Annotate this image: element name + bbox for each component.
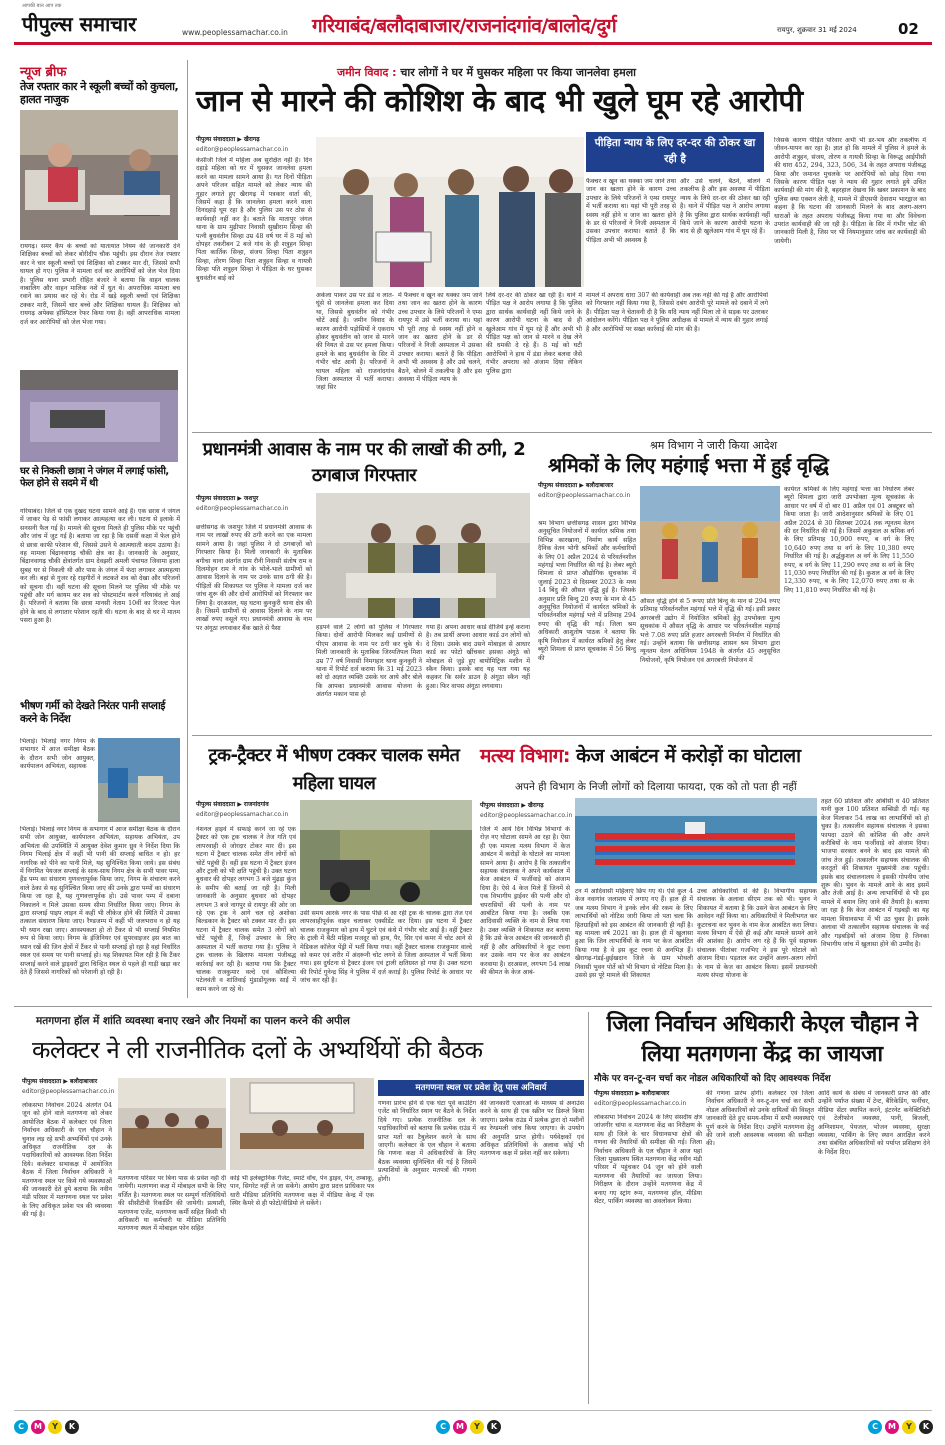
magenta-mark: M: [885, 1420, 899, 1434]
fish-col1: जिले में आये दिन विभिन्न विभागों के रोज़ नए घोटाला सामने आ रहा है। ऐसा ही एक मामला मत्स्य विभाग में केज आबंटन में करोड़ों के घोटाले का मामला सामने आया है। आरोप है कि तत्कालीन सहायक संचालक ने अपने कार्यकाल में केज आबंटन में फर्जीवाड़े को अंजाम दिया है। ऐसे 4 केज मिले हैं जिनमें से एक विभागीय ड्राईवर की पत्नी और दो चपरासियों की पत्नी के नाम पर आबंटित किया गया है। जबकि एक आदिवासी व्यक्ति के नाम से लिया गया है। उक्त व्यक्ति ने शिकायत कर बताया है कि उसे केज आबंटन की जानकारी ही नहीं है और अधिकारियों ने कूट रचना कर उसके नाम पर केज का आबंटन करवाया है। दरअसल, लगभग 54 लाख की कीमत के केज आबं-: [480, 826, 570, 976]
yellow-mark: Y: [470, 1420, 484, 1434]
wage-photo: [640, 486, 780, 594]
lead-kicker-label: जमीन विवाद :: [337, 66, 397, 79]
dist-col1: लोकसभा निर्वाचन 2024 के लिए संसदीय क्षेत्र जांजगीर चांपा व मतगणना केंद्र का निरीक्षण के साथ ही जिले के चार विधानसभा क्षेत्रों की गणना की तैयारियों की समीक्षा की गई। जिला निर्वाचन अधिकारी के एल चौहान ने आज यहां जिला मुख्यालय स्थित मतगणना केंद्र नवीन मंडी परिसर में पहुंचकर 04 जून को होने वाली मतगणना की तैयारियों का जायजा लिया। निरीक्षण के दौरान उन्होंने मतगणना केंद्र में बनाए गए स्ट्रांग रूम, मतगणना हॉल, मीडिया सेंटर, पार्किंग व्यवस्था का अवलोकन किया।: [594, 1114, 702, 1206]
brief-3-body-top: भिलाई। भिलाई नगर निगम के सभागार में आज समीक्षा बैठक के दौरान सभी जोन आयुक्त, कार्यपालन अभियंता, सहायक: [20, 738, 95, 771]
meet-col5: की जानकारी एआरओ के माध्यम से अनाउंस करने के साथ ही एक स्क्रीन पर डिस्प्ले किया जाएगा। प्रत्येक राउंड में प्रत्येक द्वारा दो मशीनों का रेण्डमली जांच किया जाएगा। के उपयोग की अनुमति प्राप्त होगी। पर्यवेक्षकों एवं अधिकृत प्रतिनिधियों के अलावा कोई भी मतगणना कक्ष में प्रवेश नहीं कर सकेगा।: [480, 1100, 584, 1158]
pmay-byline: पीपुल्स संवाददाता ▶ जशपुर: [196, 495, 259, 502]
meet-pass-box: [378, 1080, 584, 1096]
yellow-mark: Y: [902, 1420, 916, 1434]
news-brief-tag: न्यूज ब्रीफ: [20, 65, 67, 80]
truck-col2: उसी समय आरके नगर के पास पीछे से आ रही ट्रक के चालक द्वारा तेज एवं लापरवाहीपूर्वक वाहन चलाकर एक्सीडेंट कर दिया। इस घटना में ट्रैक्टर चालक राजकुमार को हाथ में घुटने एवं कंधे में गंभीर चोट आई है। वहीं ट्रैक्टर के ट्राली में बैठी महिला मजदूर को हाथ, पैर, सिर एवं कमर में चोट आने से मेडिकल कॉलेज पेंड्री में भर्ती किया गया। वहीं ट्रैक्टर चालक राजकुमार वाल्दे को कमर एवं शरीर में अंदरूनी चोट लगने से जिला अस्पताल में भर्ती किया गया। इस दुर्घटना से ट्रैक्टर इंजन एवं ट्राली क्षतिग्रस्त हो गया है। उक्त घटना की रिपोर्ट गुनेन्द्र सिंह ने पुलिस में दर्ज कराई है। पुलिस रिपोर्ट के आधार पर जांच कर रही है।: [300, 910, 472, 985]
black-mark: K: [65, 1420, 79, 1434]
magenta-mark: M: [31, 1420, 45, 1434]
region-title: गरियाबंद/बलौदाबाजार/राजनांदगांव/बालोद/दुर्ग: [312, 15, 617, 37]
lead-kicker-text: चार लोगों ने घर में घुसकर महिला पर किया जानलेवा हमला: [400, 66, 637, 79]
pmay-col3: गया है। अपना आधार कार्ड दीजिये इन्हें कराना है। तब प्रार्थी अपना आधार कार्ड उन लोगों को दे दिया। उसके बाद उसने मोबाइल से आधार कार्ड का फोटो खींचकर इसका अंगूठे को मोबाइल से जुड़े हुए बायोमिट्रिक मशीन में स्कैन किया। इसके बाद यह पता गया यह कहकर कि सर्वर डाउन है अंगूठा स्कैन नहीं हुआ। फिर वापस अंगूठा लगवाया।: [426, 624, 530, 690]
website: www.peoplessamachar.co.in: [182, 28, 288, 37]
pmay-col2: हड़पने वाले 2 लोगों को पुलिस ने गिरफ्तार किया। दोनों आरोपी मिलकर कई ग्रामीणों से पीएम आवास के नाम पर ठगी कर चुके थे। मिली जानकारी के मुताबिक जिरमतिपल मिशा उम्र 77 वर्ष निवासी निमगहार थाना कुनकुरी ने थाना में रिपोर्ट दर्ज कराया कि 31 मई 2023 को दो अज्ञात व्यक्ति उसके घर आये और बोले कि आपका प्रधानमंत्री आवास योजना के अंतर्गत मकान पास हो: [316, 624, 422, 699]
lead-col5b: मामले में अपराध धारा 307 की कार्यवाही अब तक नहीं की गई है और आरोपियों को गिरफ्तार नहीं किया गया है, जिससे दबंग आरोपी पूरे मामले को दबाने में लगे हैं। पीड़िता पक्ष ने चेतावनी दी है कि यदि न्याय नहीं मिला तो वे सड़क पर उतरकर आंदोलन करेंगे। पीड़िता पक्ष ने पुलिस अधीक्षक से मामले में न्याय की गुहार लगाई है और आरोपियों पर सख्त कार्रवाई की मांग की है।: [586, 292, 768, 333]
meet-photo-1: [118, 1078, 226, 1170]
brief-3-photo: [98, 738, 180, 822]
lead-byline: पीपुल्स संवाददाता ▶ खैरागढ़: [196, 136, 260, 143]
lead-col5: और उसे चलने, बैठने, बोलने में तकलीफ है और इस अवस्था में पीड़िता न्याय के लिये दर-दर की ठोकर खा रही है। थाने में पीड़ित पक्ष ने आरोप लगाया है कि पुलिस द्वारा सार्थक कार्यवाही नहीं किये जाने के कारण आरोपी घटना के बाद से ही खुलेआम गांव में घूम रहे हैं।: [680, 178, 770, 236]
meet-col4: गणना प्रारंभ होने से एक घंटा पूर्व काउंटिंग एजेंट को निर्धारित स्थान पर बैठने के निर्देश दिये गए। प्रत्येक राजनीतिक दल के पदाधिकारियों को बताया कि प्रत्येक राउंड में प्राप्त मतों का टैबुलेशन करने के साथ जाएगी। कलेक्टर के एल चौहान ने बताया कि गणना कक्ष में अधिकारियों के लिए बैठक व्यवस्था सुनिश्चित की गई है जिसमें प्रत्याशियों के अनुसार मतपत्रों की गणना होगी।: [378, 1100, 476, 1183]
fish-col3: उच्च अधिकारियों से की है। विभागीय सहायक संचालक के अलावा सीएम तक को भी। भुवन ने शिकायत में बताया है कि उसने केज आबंटन के लिए आवेदन नहीं किया था। अधिकारियों ने मिलीभगत कर कूटरचना कर भुवन के नाम केज आबंटित करा लिया। मत्स्य विभाग में ऐसे ही कई और मामले सामने आने की आशंका है। आरोप लग रहे हैं कि पूर्व सहायक संचालक पीतांबर गजभिए ने इस पूरे घोटाले को अंजाम दिया। पड़ताल कर उन्होंने अलग-अलग लोगों के नाम से केज का आबंटन किया। इसमें प्रधानमंत्री मत्स्य संपदा योजना के: [697, 888, 817, 980]
brief-1-headline: तेज रफ्तार कार ने स्कूली बच्चों को कुचला, हालत नाजुक: [20, 80, 179, 106]
wage-col3: कार्यरत श्रमिकों के लिए महंगाई भत्ता का निर्धारण लेबर ब्यूरो शिमला द्वारा जारी उपभोक्ता मूल्य सूचकांक के आधार पर वर्ष में दो बार 01 अप्रैल एवं 01 अक्टूबर को किया जाता है। जारी आदेशानुसार श्रमिकों के लिए 01 अप्रैल 2024 से 30 सितम्बर 2024 तक न्यूनतम वेतन की दर निर्धारित की गई है। जिसमें अकुशल अ श्रमिक वर्ग के लिए प्रतिमाह 10,900 रुपए, ब वर्ग के लिए 10,640 रुपए तथा स वर्ग के लिए 10,380 रुपए निर्धारित की गई है। अर्द्धकुशल अ वर्ग के लिए 11,550 रुपए, ब वर्ग के लिए 11,290 रुपए तथा स वर्ग के लिए 11,030 रुपए निर्धारित की गई है। कुशल अ वर्ग के लिए 12,330 रुपए, ब के लिए 12,070 रुपए तथा स के लिए 11,810 रुपए निर्धारित की गई है।: [784, 486, 914, 594]
brief-3-body: भिलाई। भिलाई नगर निगम के सभागार में आज समीक्षा बैठक के दौरान सभी जोन आयुक्त, कार्यपालन अभियंता, सहायक अभियंता, उप अभियंता की उपस्थिति में आयुक्त देवेश कुमार ध्रुव ने निर्देश दिया कि निगम भिलाई क्षेत्र में कहीं भी पानी की सप्लाई बाधित न हो। हर नागरिक को पीने का पानी मिले, यह सुनिश्चित किया जाये। इस संबंध में निगमित पेयजल सप्लाई के साथ-साथ निगम क्षेत्र के सभी पावर पम्प, हैंड पम्प का संधारण गुणवत्तापूर्वक किया जाए, निगम के संचारण करने वाले ठेका से यह सुनिश्चित किया जाए की उनके द्वारा पम्पों का संधारण किया जा रहा है, यह गुणवत्तापूर्वक हो। उसे पावर पम्प में दबाना निकालने न मिले उसका समय सीमा निर्धारित किया जाए। निगम के द्वारा सप्लाई पाइप लाइन में कहीं भी लीकेज होने की स्थिति में उसका तत्काल संधारण किया जाए। रैण्डजम्प में कहीं भी जलभराव न हो यह भी ध्यान रखा जाए। आवश्यकता हो तो टैंकर से भी सप्लाई नियमित रूप से किया जाए। निगम के इंजिनियर एवं सुपरवाइजर इस बात का ध्यान रखें की जिन क्षेत्रों में टैंकर से पानी सप्लाई हो रहा है वहां निर्धारित स्थल एवं समय पर पानी सप्लाई हो। यह शिकायत मिल रही है कि टैंकर सप्लाई करने वाले ड्राइवरों द्वारा चिन्हित स्थल से पहले ही गाड़ी खड़ा कर देते हैं जिससे नागरिकों को परेशानी हो रही है।: [20, 826, 180, 976]
dist-byline: पीपुल्स संवाददाता ▶ बलौदाबाजार: [594, 1090, 670, 1097]
meet-col2: मतगणना परिसर पर बिना पास के प्रवेश नहीं दी जायेगी। मतगणना कक्ष में मोबाइल सभी के लिए वर्जित है। मतगणना स्थल पर सम्पूर्ण गतिविधियों की सीसीटीवी रिकार्डिंग की जायेगी। प्रत्याशी, मतगणना एजेंट, मतगणना कर्मी सहित किसी भी अधिकारी या कर्मचारी या मीडिया प्रतिनिधि मतगणना स्थल में मोबाइल फोन सहित: [118, 1175, 226, 1233]
lead-col1: केसीजी जिले में महिला अब सुरक्षित नहीं है। दिन दहाड़े महिला को घर में घुसकर जानलेवा हमला करने का मामला सामने आया है। गत दिनों पीड़िता अपने परिजन सहित मामले को लेकर न्याय की गुहार लगाते हुए खैरागढ़ में पत्रकार वार्ता की, जिसमें कहा है कि जानलेवा हमला करने वाला दिनदहाड़े घूम रहा है और पुलिस उस पर ठोस से कार्यवाही नहीं कर है। बताते कि मातापुर जंगल थाना के ग्राम मुढ़ीपार निवासी सुखीराम सिन्हा की पत्नी बुधवंतीन सिन्हा उम्र 48 वर्ष घर में 8 मई को दोपहर तकरीबन 2 बजे गांव के ही शत्रुहन सिन्हा पिता कार्तिक सिन्हा, संजय सिन्हा पिता शत्रुहन सिन्हा, तोरण सिन्हा पिता शत्रुहन सिन्हा व गायत्री सिन्हा पति शत्रुहन सिन्हा ने पीड़िता के घर घुसकर बुधवंतीन बाई को: [196, 157, 312, 282]
lead-col3: में फैक्चर व खून का थक्का जम जाने तथा जान का खतरा होने के कारण उच्च उपचार के लिये परिजनों ने एम्स रायपुर में उसे भर्ती कराया था। यहां भी पूरी तरह से स्वस्थ नहीं होने व जान का खतरा होने के डर से परिजनों ने निजी अस्पताल में उसका उपचार कराया। बताते हैं कि पीड़िता अभी भी अस्वस्थ है और उसे चलने, बैठने, बोलने में तकलीफ है और इस अवस्था में पीड़िता न्याय के: [398, 292, 482, 384]
row-divider: [192, 432, 932, 433]
wage-col2: औसत वृद्धि होने से 5 रूपए प्रति बिन्दु के मान से 294 रुपए प्रतिमाह परिवर्तनशील महंगाई भत्ते में वृद्धि की गई। इसी प्रकार अगरबत्ती उद्योग में नियोजित श्रमिकों हेतु उपभोक्ता मूल्य सूचकांक में औसत वृद्धि के आधार पर परिवर्तनशील महंगाई भत्ते 7.08 रुपए प्रति हजार अगरबत्ती निर्माण में निर्धारित की गई। उन्होंने बताया कि छत्तीसगढ़ शासन श्रम विभाग द्वारा न्यूनतम वेतन अधिनियम 1948 के अंतर्गत 45 अनुसूचित नियोजनों, कृषि नियोजन एवं अगरबत्ती नियोजन में: [640, 598, 780, 664]
black-mark: K: [487, 1420, 501, 1434]
cmyk-marks-right: [868, 1420, 933, 1434]
pmay-col1: छत्तीसगढ़ के जशपुर जिले में प्रधानमंत्री आवास के नाम पर लाखों रुपए की ठगी करने का एक मामला सामने आया है। जहां पुलिस ने दो ठगबाज़ों को गिरफ्तार किया है। मिली जानकारी के मुताबिक बगीचा थाना अंतर्गत ग्राम रौनी निवासी संतोष राम व दिलमोहन राम ने गांव के भोले-भाले ग्रामीणों को आवास दिलाने के नाम पर उनके साथ ठगी की है। पीड़ितों की शिकायत पर पुलिस ने मामला दर्ज कर जांच शुरू की और दोनों आरोपियों को गिरफ्तार कर लिया है। दरअसल, यह घटना कुनकुरी थाना क्षेत्र की है। जिसमें ग्रामीणों से आवास दिलाने के नाम पर लाखों रुपए वसूले गए। प्रधानमंत्री आवास के नाम पर अंगूठा लगवाकर बैंक खाते से पैसा: [196, 524, 312, 632]
masthead: [0, 0, 945, 46]
lead-col4b: लिये दर-दर की ठोकर खा रही है। थाने में पीड़ित पक्ष ने आरोप लगाया है कि पुलिस द्वारा सार्थक कार्यवाही नहीं किये जाने के कारण आरोपी घटना के बाद से ही खुलेआम गांव में घूम रहे हैं और अभी भी पीड़ित पक्ष को जान से मारने व देख लेने की धमकी दे रहे हैं। 8 मई को घटी आरोपियों ने हाथ में डंडा लेकर बलवा जैसे गंभीर अपराध को अंजाम दिया लेकिन पुलिस द्वारा: [486, 292, 582, 375]
pmay-headline: प्रधानमंत्री आवास के नाम पर की लाखों की ठगी, 2 ठगबाज गिरफ्तार: [202, 439, 526, 486]
dist-sub: मौके पर वन-टू-वन चर्चा कर नोडल अधिकारियों को दिए आवश्यक निर्देश: [594, 1074, 831, 1084]
yellow-mark: Y: [48, 1420, 62, 1434]
fish-col4: तहत 60 प्रतिशत और ओबीसी व 40 प्रतिशत यानी कुल 100 प्रतिशत सब्सिडी दी गई। यह केज मिलाकर 54 लाख का लाभार्थियों को हो चुका है। तत्कालीन सहायक संचालक ने इसका फायदा उठाने की कोशिश की और अपने करीबियों के नाम फर्जीवाड़े को अंजाम दिया। भाजपा सरकार बनने के बाद इस मामले की जांच तेज हुई। तत्कालीन सहायक संचालक की करतूतों की शिकायत मुख्यमंत्री तक पहुंची। इसके बाद संचालनालय ने इसकी गोपनीय जांच शुरू की। भुवन के मामले आने के बाद इसमें और तेजी आई है। अन्य लाभार्थियों से भी इस मामले में बयान लिए जाने की तैयारी है। बताया जा रहा है कि केज आबंटन में गड़बड़ी का यह मामला विधानसभा में भी उठ चुका है। इसके अलावा भी तत्कालीन सहायक संचालक के कई और गड़बड़ियों को अंजाम दिया है जिनका विभागीय जांच में खुलासा होने की उम्मीद है।: [821, 798, 929, 948]
fish-col2: टन में आदिवासी महिलाएं छिप गए थे। ऐसे कुल 4 केज नवागांव जलाशय में लगाए गए हैं। हाल ही में जब मत्स्य विभाग ने इनके लोन की रकम के लिए लाभार्थियों को नोटिस जारी किया तो पता चला कि हितग्राहियों को इस आबंटन की जानकारी ही नहीं है। यह मामला वर्ष 2021 का है। हाल ही में खुलासा हुआ कि जिन लाभार्थियों के नाम पर केज आबंटित किया गया है वे इस कूट रचना से अनभिज्ञ हैं। खैरागढ़-गंडई-छुईखदान जिले के ग्राम भोथली निवासी भुवन पोर्ते को भी विभाग से नोटिस मिला है। उससे इस पूरे मामले की शिकायत: [575, 888, 693, 980]
page-number: 02: [898, 20, 919, 38]
truck-byline: पीपुल्स संवाददाता ▶ राजनांदगांव: [196, 801, 269, 808]
brief-2-body: गरियाबंद। जिले से एक दुखद घटना सामने आई है। एक छात्रा ने जंगल में जाकर पेड़ से फांसी लगाकर आत्महत्या कर ली। घटना से इलाके में सनसनी फैल गई है। मामले की सूचना मिलते ही पुलिस मौके पर पहुंची और जांच में जुट गई है। बताया जा रहा है कि दसवीं कक्षा में फेल होने से छात्रा काफी परेशान थी, जिससे उसने ये आत्मघाती कदम उठाया है। वह मामला बिंद्रानवागढ़ चौकी क्षेत्र का है। जानकारी के अनुसार, बिंद्रानवागढ़ चौकी क्षेत्रांतर्गत ग्राम देवझरी अमली पंचायत जिवामा हाला सुबह घर से निकली थी और पास के जंगल में फंदा लगाकर आत्महत्या कर ली। बहां से गुजर रहे राहगीरों ने लटकते शव को देखा और परिजनों को सूचना दी। वहीं घटना की सूचना मिलने पर पुलिस भी मौके पर पहुंची और मर्ग कायम कर शव को पोस्टमार्टम करने गरियाबंद ले आई है। परिजनों ने बताया कि छात्रा मानसी नेताम 10वीं का रिजल्ट फेल होने के बाद से लगातार परेशान रहती थी। घटना के बाद से घर में मातम पसरा हुआ है।: [20, 508, 180, 625]
pmay-email: editor@peoplessamachar.co.in: [196, 505, 289, 512]
meet-col1: लोकसभा निर्वाचन 2024 अंतर्गत 04 जून को होने वाले मतगणना को लेकर आयोजित बैठक में कलेक्टर एवं जिला निर्वाचन अधिकारी के एल चौहान ने चुनाव लड़ रहे सभी अभ्यर्थियों एवं उनके अधिकृत राजनीतिक दल के पदाधिकारियों को आवश्यक दिशा निर्देश दिये। कलेक्टर सभाकक्ष में आयोजित बैठक में जिला निर्वाचन अधिकारी ने मतगणना स्थल पर किये गये व्यवस्थाओं की जानकारी देते हुये बताया कि नवीन मंडी परिसर में मतगणना स्थल पर प्रवेश के लिए अधिकृत प्रवेश पत्र की व्यवस्था की गई है।: [22, 1102, 112, 1219]
dist-col2: की गणना प्रारंभ होगी। कलेक्टर एवं जिला निर्वाचन अधिकारी ने वन-टू-वन चर्चा कर सभी नोडल अधिकारियों को उनके दायित्वों की विस्तृत जानकारी देते हुए समय-सीमा में सभी व्यवस्थाएं पूर्ण करने के निर्देश दिए। उन्होंने मतगणना हेतु की जाने वाली आवश्यक व्यवस्था की समीक्षा की।: [706, 1090, 814, 1148]
brief-3-headline: भीषण गर्मी को देखते निरंतर पानी सप्लाई करने के निर्देश: [20, 700, 165, 725]
brief-2-photo: [20, 370, 178, 462]
lead-sub: पीड़िता न्याय के लिए दर-दर की ठोकर खा रही है: [594, 137, 756, 165]
fish-photo: [575, 798, 817, 883]
magenta-mark: M: [453, 1420, 467, 1434]
lead-col6: जिसके कारण पीड़ित परिवार अभी भी डर-भय और तकलीफ में जीवन-यापन कर रहा है। ज्ञात हो कि मामले में पुलिस ने हमले के आरोपी शत्रुहन, संजय, तोरण व गायत्री सिन्हा के विरूद्ध आईपीसी की धारा 452, 294, 323, 506, 34 के तहत अपराध पंजीबद्ध किया और जमानत मुचलके पर आरोपियों को छोड़ दिया गया जिसके कारण पीड़ित पक्ष ने न्याय की गुहार लगाते हुये उचित कार्यवाही की मांग की है, बहरहाल देखना कि खबर प्रकाशन के बाद पुलिस क्या एक्शन लेती है, मामले में डीएसपी देवाराम भारद्वाज का कहना है कि घटना की जानकारी मिलने के बाद अलग-अलग धाराओं के तहत अपराध पंजीबद्ध किया गया था और विवेचना उपरांत कार्यवाही की जा रही है। पीड़िता के सिर में गंभीर चोट की जानकारी मिली है, जिस पर भी नियमानुसार जांच कर कार्यवाही की जायेगी।: [774, 137, 926, 245]
wage-headline: श्रमिकों के लिए महंगाई भत्ता में हुई वृद्धि: [548, 453, 829, 477]
meet-kicker: मतगणना हॉल में शांति व्यवस्था बनाए रखने और नियमों का पालन करने की अपील: [36, 1015, 350, 1027]
wage-col1: श्रम विभाग छत्तीसगढ़ शासन द्वारा विभिन्न अनुसूचित नियोजनों में कार्यरत श्रमिक तथा विभिन्न कारखाना, निर्माण कार्य सहित दैनिक वेतन भोगी श्रमिकों और कर्मचारियों के लिए 01 अप्रैल 2024 से परिवर्तनशील महंगाई भत्ता निर्धारित की गई है। लेबर ब्यूरो शिमला से प्राप्त औद्योगिक सूचकांक में जुलाई 2023 से दिसम्बर 2023 के मध्य 14 बिंदु की औसत वृद्धि हुई है। जिसके अनुसार प्रति बिन्दु 20 रुपए के मान से 45 अनुसूचित नियोजनों में कार्यरत श्रमिकों के परिवर्तनशील महंगाई भत्ते में प्रतिमाह 294 रुपए की वृद्धि की गई। जिला श्रम अधिकारी आशुतोष पाठक ने बताया कि कृषि नियोजन में कार्यरत श्रमिकों हेतु लेबर ब्यूरो शिमला से प्राप्त सूचकांक में 56 बिन्दु की: [538, 520, 636, 662]
lead-photo: [316, 137, 584, 287]
brief-1-body: रायगढ़। समर कैंप के बच्चों को यातायात नियम की जानकारी देने शिक्षिका बच्चों को लेकर बोरीदीप चौक पहुंची। इस दौरान तेज रफ्तार कार ने चार स्कूली बच्चों एवं शिक्षिका को टक्कर मार दी, जिससे सभी घायल हो गए। पुलिस ने मामला दर्ज कर आरोपियों को जेल भेज दिया है। पुलिस थाना प्रभारी रोहित बंजारे ने बताया कि वाहन चालक नाबालिग और वाहन मालिक नशे में धुत थे। अपराधिक मामला बच रवाने का प्रयास कर रहे थे। रोड में खड़े स्कूली बच्चों एवं शिक्षिका टक्कर मारी, जिसमें चार बच्चे और शिक्षिका घायल हैं। शिक्षिका को रायगढ़ अपेक्स हॉस्पिटल रेफर किया गया है। वहीं आपराधिक मामला दर्ज कर आरोपियों को जेल भेजा गया।: [20, 243, 180, 326]
meet-col3: कोई भी इलेक्ट्रानिक गैजेट, स्मार्ट वॉच, पेन ड्राइव, पेन, तम्बाकू, पान, सिगरेट नहीं ले जा सकेंगे। आयोग द्वारा प्रदत्त प्राधिकार पत्र धारी मीडिया प्रतिनिधि मतगणना कक्ष में मीडिया केन्द्र में एक स्थिर कैमरे से ही फोटो/वीडियो ले सकेंगे।: [230, 1175, 374, 1208]
lead-col2: अकेला पाकर उस पर डंडे व लात-घूंसे से जानलेवा हमला कर दिया था, जिससे बुधवंतीन को गंभीर चोटें आई है। जमीन विवाद के कारण आरोपी पड़ोसियों ने एकराय होकर बुधवंतीन को जान से मारने की नियत से उस पर हमला किया। हमले के बाद बुधवंतीन के सिर में गंभीर चोट आयी है। परिजनों ने घायल महिला को राजनांदगांव जिला अस्पताल में भर्ती कराया। जहां सिर: [316, 292, 394, 392]
column-divider-2: [588, 1012, 589, 1404]
footer-rule: [14, 1410, 932, 1411]
truck-headline: ट्रक-ट्रैक्टर में भीषण टक्कर चालक समेत महिला घायल: [208, 745, 460, 794]
header-rule: [14, 42, 932, 45]
dist-headline: जिला निर्वाचन अधिकारी केएल चौहान ने लिया मतगणना केंद्र का जायजा: [606, 1012, 918, 1067]
fish-headline-row: [480, 742, 930, 770]
row-divider-2: [192, 735, 932, 736]
brand-tagline: आपकी बात आप तक: [22, 3, 62, 9]
cmyk-marks-center: [436, 1420, 501, 1434]
cyan-mark: C: [14, 1420, 28, 1434]
fish-sub: अपने ही विभाग के निजी लोगों को दिलाया फायदा, एक को तो पता ही नहीं: [515, 781, 797, 793]
fish-headline: केज आबंटन में करोड़ों का घोटाला: [576, 745, 801, 767]
cmyk-marks-left: [14, 1420, 79, 1434]
wage-byline: पीपुल्स संवाददाता ▶ बलौदाबाजार: [538, 482, 614, 489]
brief-2-headline: घर से निकली छात्रा ने जंगल में लगाई फांसी, फेल होने से सदमे में थी: [20, 466, 169, 489]
lead-kicker: [337, 65, 636, 80]
meet-email: editor@peoplessamachar.co.in: [22, 1088, 115, 1095]
meet-photo-2: [230, 1078, 374, 1170]
wage-kicker: श्रम विभाग ने जारी किया आदेश: [650, 439, 778, 452]
lead-headline: जान से मारने की कोशिश के बाद भी खुले घूम रहे आरोपी: [196, 84, 803, 119]
lead-email: editor@peoplessamachar.co.in: [196, 146, 289, 153]
cyan-mark: C: [868, 1420, 882, 1434]
dist-col3: आदि कार्य के संबंध में जानकारी प्राप्त की और उन्होंने पर्याप्त संख्या में टेन्ट, बैरिकेडिंग, फर्नीचर, मीडिया सेंटर स्थापित करने, इंटरनेट कनेक्टिविटी एवं टेलीफोन व्यवस्था, पानी, बिजली, अग्निशामन, पेयजल, भोजन व्यवस्था, सुरक्षा व्यवस्था, पार्किंग के लिए स्थान आरक्षित करने तथा संबंधित अधिकारियों को पर्याप्त प्रशिक्षण देने के निर्देश दिए।: [818, 1090, 930, 1156]
lead-col4: फैक्चर व खून का थक्का जम जाने तथा जान का खतरा होने के कारण उच्च उपचार के लिये परिजनों ने एम्स रायपुर में भर्ती कराया था। यहां भी पूरी तरह से स्वस्थ नहीं होने व जान का खतरा होने के डर से परिजनों ने निजी अस्पताल में उसका उपचार कराया। बताते हैं कि पीड़िता अभी भी अस्वस्थ है: [586, 178, 676, 244]
column-divider: [187, 60, 188, 998]
brand-logo: पीपुल्स समाचार: [22, 12, 137, 36]
fish-email: editor@peoplessamachar.co.in: [480, 812, 573, 819]
truck-col1: नेशनल हाइवे में सफाई करने जा रहे एक ट्रैक्टर को एक ट्रक चालक ने तेज गति एवं लापरवाही से जोरदार टोकर मार दी। इस घटना में ट्रैक्टर चालक समेत तीन लोगों को चोटें पहुंची हैं। वहीं इस घटना में ट्रैक्टर इंजन और ट्राली को भी क्षति पहुंची है। उक्त घटना बुधवार की दोपहर लगभग 3 बजे मुंढ़ड़ा कुंज के समीप की बताई जा रही है। मिली जानकारी के अनुसार बुधवार को दोपहर लगभग 3 बजे नागपुर से रायपुर की ओर जा रहे एक ट्रक ने आगे चल रहे अशोका बिल्डकान के ट्रैक्टर को टक्कर मार दी। इस घटना में ट्रैक्टर चालक समेत 3 लोगों को चोटें पहुंची हैं, जिन्हें उपचार के लिए अस्पताल में भर्ती कराया गया है। पुलिस ने ट्रक चालक के खिलाफ मामला पंजीबद्ध कार्रवाई कर रही है। बताया गया कि ट्रैक्टर चालक राजकुमार वल्दे एवं कौशिल्या पटेलवंती व शांतिवाई मुंडाडोंगूलक साईं में काम करने जा रहे थे।: [196, 826, 296, 993]
lead-sub-box: [586, 132, 764, 172]
meet-byline: पीपुल्स संवाददाता ▶ बलौदाबाजार: [22, 1078, 98, 1085]
cyan-mark: C: [436, 1420, 450, 1434]
black-mark: K: [919, 1420, 933, 1434]
brief-1-photo: [20, 110, 178, 240]
issue-date: रायपुर, शुक्रवार 31 मई 2024: [777, 26, 857, 34]
meet-headline: कलेक्टर ने ली राजनीतिक दलों के अभ्यर्थियों की बैठक: [32, 1036, 483, 1064]
meet-pass: मतगणना स्थल पर प्रवेश हेतु पास अनिवार्य: [415, 1083, 547, 1093]
row-divider-3: [14, 1006, 932, 1007]
truck-email: editor@peoplessamachar.co.in: [196, 811, 289, 818]
dist-email: editor@peoplessamachar.co.in: [594, 1100, 687, 1107]
wage-email: editor@peoplessamachar.co.in: [538, 492, 631, 499]
fish-label: मत्स्य विभाग:: [480, 745, 571, 767]
truck-photo: [300, 800, 472, 905]
pmay-photo: [316, 493, 530, 618]
fish-byline: पीपुल्स संवाददाता ▶ खैरागढ़: [480, 802, 544, 809]
